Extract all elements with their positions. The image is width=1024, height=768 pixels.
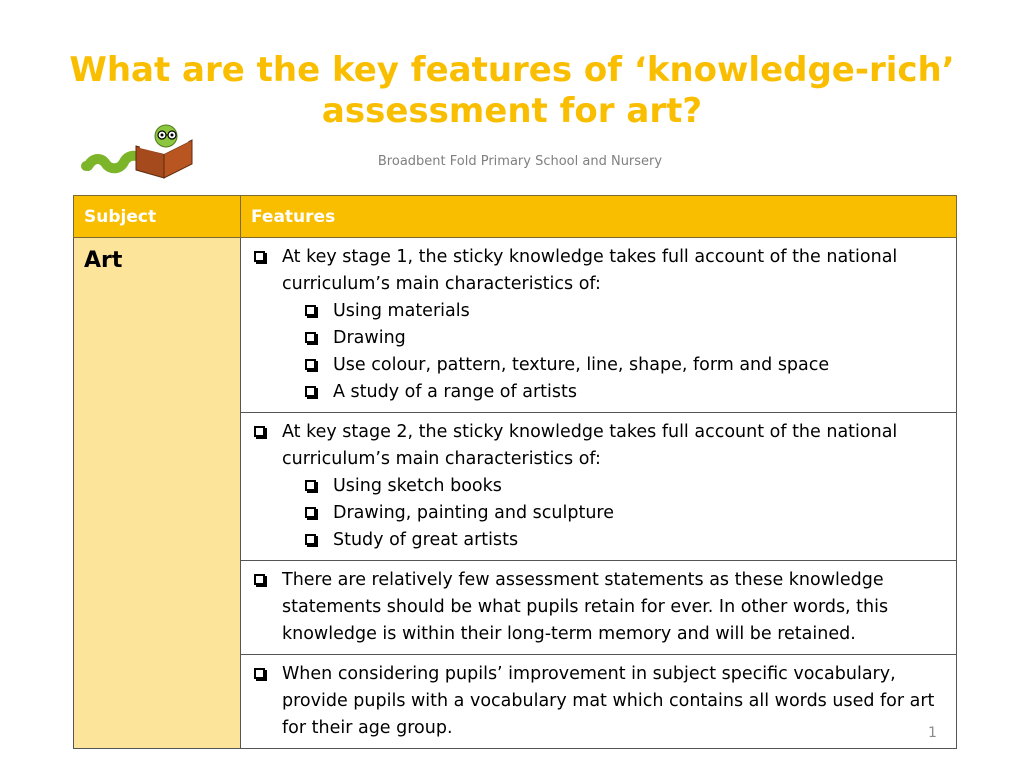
table-header-row [74,196,957,238]
checkbox-bullet-icon [305,332,316,343]
feature-subtext: Drawing, painting and sculpture [333,503,614,523]
slide-title: What are the key features of ‘knowledge-rich’ assessment for art? [69,50,955,131]
list-item [302,500,948,527]
list-item [302,473,948,500]
features-cell [241,561,957,655]
list-item [302,352,948,379]
checkbox-bullet-icon [305,534,316,545]
list-item [302,527,948,554]
list-item [302,298,948,325]
feature-text: There are relatively few assessment statements as these knowledge statements should be what pupils retain for ever. In other words, this knowledge is within their long-term memory and will be retained. [282,570,889,644]
checkbox-bullet-icon [305,480,316,491]
list-item [302,379,948,406]
checkbox-bullet-icon [254,574,265,585]
checkbox-bullet-icon [305,507,316,518]
feature-text: At key stage 1, the sticky knowledge takes full account of the national curriculum’s main characteristics of: [282,247,898,294]
subject-header: Subject [74,196,241,238]
features-header: Features [241,196,957,238]
subject-cell: Art [74,238,241,749]
features-table [73,195,957,749]
list-item [251,661,948,742]
feature-subtext: Using sketch books [333,476,502,496]
checkbox-bullet-icon [305,359,316,370]
feature-text: At key stage 2, the sticky knowledge takes full account of the national curriculum’s main characteristics of: [282,422,898,469]
feature-subtext: Study of great artists [333,530,519,550]
features-cell [241,413,957,561]
checkbox-bullet-icon [254,251,265,262]
bookworm-logo [80,120,204,182]
feature-subtext: Using materials [333,301,470,321]
checkbox-bullet-icon [254,426,265,437]
features-cell [241,238,957,413]
list-item [251,567,948,648]
page-number: 1 [928,725,937,741]
checkbox-bullet-icon [305,386,316,397]
feature-text: When considering pupils’ improvement in subject specific vocabulary, provide pupils with a vocabulary mat which contains all words used for art for their age group. [282,664,935,738]
checkbox-bullet-icon [305,305,316,316]
table-row [74,238,957,413]
features-cell [241,655,957,749]
checkbox-bullet-icon [254,668,265,679]
feature-subtext: A study of a range of artists [333,382,577,402]
feature-subtext: Use colour, pattern, texture, line, shape, form and space [333,355,830,375]
list-item [251,244,948,298]
list-item [251,419,948,473]
list-item [302,325,948,352]
feature-subtext: Drawing [333,328,406,348]
school-name: Broadbent Fold Primary School and Nursery [377,154,663,169]
